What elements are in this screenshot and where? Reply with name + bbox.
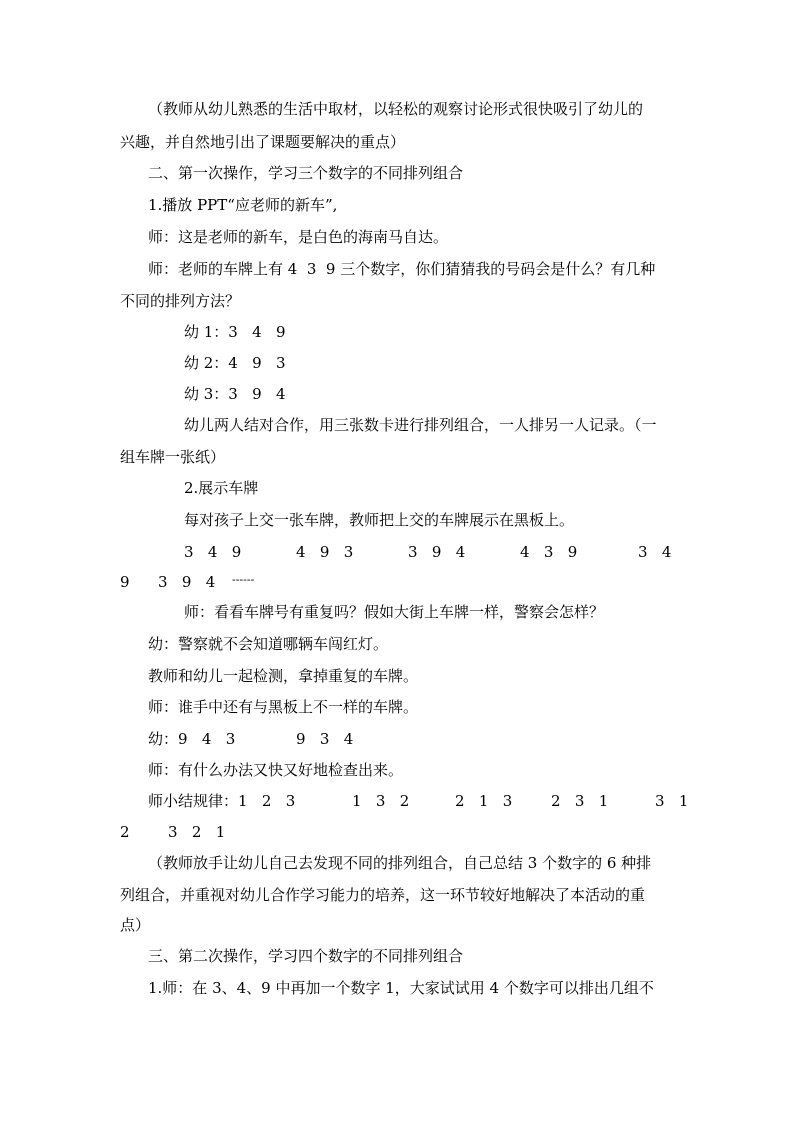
paragraph-line: 师：老师的车牌上有 4 3 9 三个数字，你们猜猜我的号码会是什么？有几种 xyxy=(148,260,656,278)
summary-item: 2 xyxy=(120,823,130,841)
paragraph-line: 师：看看车牌号有重复吗？假如大街上车牌一样，警察会怎样？ xyxy=(184,603,605,621)
paragraph-line: 列组合，并重视对幼儿合作学习能力的培养，这一环节较好地解决了本活动的重 xyxy=(120,886,646,904)
kid-answer-extra: 9 3 4 xyxy=(296,730,354,748)
summary-item: 3 2 1 xyxy=(168,823,226,841)
subsection-heading: 2.展示车牌 xyxy=(184,479,259,497)
paragraph-line: 师：谁手中还有与黑板上不一样的车牌。 xyxy=(148,698,419,716)
paragraph-line: 1.播放 PPT“应老师的新车”, xyxy=(148,196,338,214)
plate-item: 3 9 4 xyxy=(158,573,216,591)
paragraph-line: 点） xyxy=(120,916,151,934)
plate-item: 3 4 xyxy=(638,543,672,561)
paragraph-line: 师：有什么办法又快又好地检查出来。 xyxy=(148,761,404,779)
plate-item: 4 9 3 xyxy=(296,543,354,561)
paragraph-line: （教师放手让幼儿自己去发现不同的排列组合，自己总结 3 个数字的 6 种排 xyxy=(148,854,652,872)
section-heading: 三、第二次操作，学习四个数字的不同排列组合 xyxy=(148,947,464,965)
answer-line: 幼 1：3 4 9 xyxy=(184,323,286,341)
paragraph-line: 每对孩子上交一张车牌，教师把上交的车牌展示在黑板上。 xyxy=(184,511,575,529)
summary-item: 3 1 xyxy=(655,792,689,810)
paragraph-line: （教师从幼儿熟悉的生活中取材，以轻松的观察讨论形式很快吸引了幼儿的 xyxy=(148,100,644,118)
summary-item: 2 1 3 xyxy=(455,792,513,810)
plate-item: 3 9 4 xyxy=(408,543,466,561)
paragraph-line: 不同的排列方法？ xyxy=(120,292,241,310)
ellipsis-dash: ------ xyxy=(232,573,255,586)
paragraph-line: 教师和幼儿一起检测，拿掉重复的车牌。 xyxy=(148,667,419,685)
paragraph-line: 幼：警察就不会知道哪辆车闯红灯。 xyxy=(148,635,389,653)
section-heading: 二、第一次操作，学习三个数字的不同排列组合 xyxy=(148,164,464,182)
plate-item: 9 xyxy=(120,573,130,591)
summary-label: 师小结规律：1 2 3 xyxy=(148,792,296,810)
kid-answer: 幼：9 4 3 xyxy=(148,730,236,748)
paragraph-line: 幼儿两人结对合作，用三张数卡进行排列组合，一人排另一人记录。（一 xyxy=(184,416,657,434)
paragraph-line: 1.师：在 3、4、9 中再加一个数字 1，大家试试用 4 个数字可以排出几组不 xyxy=(148,979,654,997)
paragraph-line: 兴趣，并自然地引出了课题要解决的重点） xyxy=(120,133,406,151)
answer-line: 幼 2：4 9 3 xyxy=(184,354,286,372)
summary-item: 1 3 2 xyxy=(352,792,410,810)
summary-item: 2 3 1 xyxy=(551,792,609,810)
answer-line: 幼 3：3 9 4 xyxy=(184,385,286,403)
paragraph-line: 师：这是老师的新车，是白色的海南马自达。 xyxy=(148,228,449,246)
paragraph-line: 组车牌一张纸） xyxy=(120,448,226,466)
plate-item: 3 4 9 xyxy=(184,543,242,561)
plate-item: 4 3 9 xyxy=(520,543,578,561)
